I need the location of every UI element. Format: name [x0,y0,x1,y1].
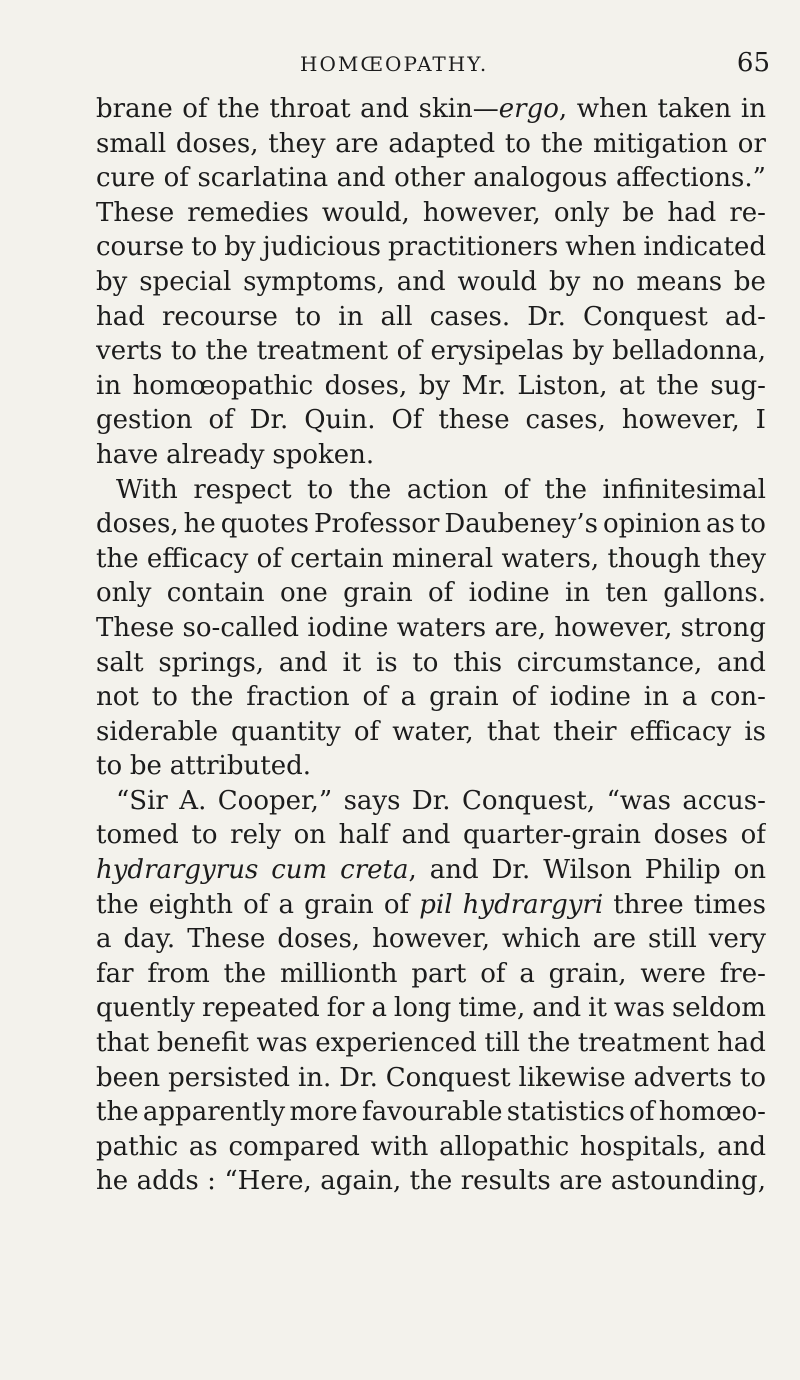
word: practitioners [388,232,559,263]
word: mineral [391,543,494,574]
word: iodine [549,682,631,713]
word: action [406,474,489,505]
word: grain [343,578,413,609]
word: of [362,682,388,713]
word: no [592,266,625,297]
word: of [428,578,454,609]
text-line [96,473,766,508]
word: millionth [280,958,398,989]
word: still [648,924,697,955]
word: to [739,509,766,540]
word: in [338,301,364,332]
word: this [453,647,503,678]
word: With [116,474,178,505]
text-line [96,334,766,369]
word: would, [321,197,410,228]
text-line [96,1061,766,1096]
word: and [717,647,766,678]
word: hydrargyrus [96,855,259,886]
text-line [96,646,766,681]
word: for [326,993,365,1024]
word: have [96,439,159,470]
word: the [96,1097,139,1128]
word: fraction [246,682,350,713]
word: it [588,993,607,1024]
text-line [96,611,766,646]
word: cases. [429,301,511,332]
word: adds [136,1166,199,1197]
word: and [396,266,446,297]
word: as [188,1131,218,1162]
word: Conquest [583,301,708,332]
text-line [96,542,766,577]
word: in [564,578,591,609]
word: to [170,336,197,367]
word: astounding, [610,1166,766,1197]
word: of [243,889,269,920]
word: had [667,197,717,228]
text-line [96,749,766,784]
word: ten [605,578,648,609]
word: of [208,405,234,436]
word: he [96,1166,129,1197]
word: on [733,855,766,886]
word: by [418,370,451,401]
text-line [96,300,766,335]
word: hydrargyri [462,889,604,920]
word: quotes [220,509,310,540]
word: they [708,543,766,574]
word: persisted [168,1062,291,1093]
word: times [693,889,766,920]
word: tomed [96,820,179,851]
word: doses [653,820,728,851]
word: when [565,232,637,263]
word: Quin. [304,405,376,436]
word: to [504,128,531,159]
word: quently [96,993,195,1024]
word: that [486,716,541,747]
word: ad- [724,301,766,332]
word: grain, [548,958,627,989]
word: indicated [643,232,766,263]
word: rely [230,820,281,851]
word: more [289,1097,358,1128]
word: when [576,94,648,124]
word: of [396,336,422,367]
word: long [393,993,452,1024]
word: efficacy [146,543,249,574]
word: Liston, [517,370,608,401]
word: gallons. [663,578,766,609]
word: to [151,682,178,713]
word: the [348,474,392,505]
word: quantity [231,716,341,747]
word: doses, [175,128,259,159]
word: seldom [671,993,766,1024]
word: hospitals, [579,1131,707,1162]
word: efficacy [629,716,732,747]
word: in. [297,1062,332,1093]
text-line [96,92,766,127]
word: of [163,163,189,194]
word: all [380,301,413,332]
word: and [360,94,410,124]
word: the [656,370,699,401]
text-line [96,991,766,1026]
word: of [740,820,766,851]
word: “Here, [224,1166,312,1197]
word: and [717,1131,766,1162]
text-line [96,161,766,196]
word: scarlatina [197,163,329,194]
text-line [96,715,766,750]
word: Dr. [527,301,566,332]
word: accus- [682,785,766,816]
word: remedies [187,197,309,228]
word: These [96,197,175,228]
word: of [503,474,529,505]
word: only [553,197,610,228]
word: the [409,1166,453,1197]
word: Mr. [461,370,506,401]
word: throat [269,94,351,124]
word: and [336,163,386,194]
word: again, [320,1166,402,1197]
word: the [217,94,260,124]
word: recourse [162,301,278,332]
page-number: 65 [736,48,770,78]
word: had [96,301,145,332]
word: which [502,924,581,955]
word: Cooper,” [217,785,333,816]
word: apparently [142,1097,286,1128]
word: Dr. [491,855,531,886]
word: though [607,543,701,574]
word: course [96,232,185,263]
text-line [96,196,766,231]
text-line [96,265,766,300]
word: be [129,751,162,782]
word: spoken. [272,439,375,470]
word: of [256,543,282,574]
word: to [96,751,123,782]
word: would [457,266,538,297]
text-line [96,784,766,819]
word: part [411,958,467,989]
word: by [96,266,128,297]
word: one [279,578,328,609]
word: homœopathic [132,370,314,401]
text-line [96,576,766,611]
word: to [412,647,439,678]
word: of [511,682,537,713]
word: be [622,197,655,228]
word: the [540,128,584,159]
word: with [370,1131,429,1162]
word: cases, [525,405,606,436]
word: the [205,336,249,367]
word: “Sir [116,785,168,816]
word: attributed. [169,751,312,782]
word: by [572,336,604,367]
word: results [460,1166,551,1197]
word: says [343,785,401,816]
word: homœo- [658,1097,766,1128]
text-line [96,438,766,473]
word: half [338,820,389,851]
word: Philip [644,855,721,886]
text-line [96,1130,766,1165]
word: compared [228,1131,360,1162]
text-line [96,1095,766,1130]
word: means [636,266,723,297]
word: likewise [518,1062,626,1093]
word: a [400,682,417,713]
word: contain [166,578,265,609]
word: waters [396,612,487,643]
word: their [553,716,617,747]
text-line [96,888,766,923]
text-line [96,403,766,438]
text-line [96,127,766,162]
word: in [643,682,669,713]
word: siderable [96,716,218,747]
word: sug- [710,370,766,401]
word: are, [494,612,547,643]
text-line [96,922,766,957]
word: of [182,94,208,124]
word: however, [372,924,491,955]
word: judicious [262,232,382,263]
word: of [353,716,380,747]
word: iodine [468,578,550,609]
word: three [613,889,684,920]
word: day. [123,924,176,955]
word: been [96,1062,161,1093]
text-line [96,853,766,888]
word: and [429,855,479,886]
text-line [96,957,766,992]
word: respect [193,474,292,505]
word: other [394,163,465,194]
word: certain [290,543,384,574]
word: doses, [277,924,361,955]
word: or [737,128,766,159]
word: special [139,266,232,297]
text-line [96,507,766,542]
word: is [744,716,766,747]
word: fre- [719,958,766,989]
word: “was [606,785,671,816]
word: they [268,128,326,159]
word: adapted [388,128,496,159]
word: the [527,1028,571,1059]
word: however, [554,612,673,643]
word: are [559,1166,603,1197]
word: skin—ergo, [418,94,568,124]
word: Conquest [385,1062,511,1093]
word: experienced [315,1028,477,1059]
text-line [96,1026,766,1061]
word: already [166,439,265,470]
word: of [383,889,410,920]
word: repeated [201,993,320,1024]
word: a [681,682,698,713]
word: doses, [96,509,179,540]
word: however, [422,197,541,228]
word: analogous [473,163,608,194]
word: waters, [501,543,600,574]
word: it [342,647,362,678]
word: pathic [96,1131,179,1162]
word: so-called [182,612,300,643]
word: however, [621,405,740,436]
word: is [375,647,398,678]
word: quarter-grain [462,820,641,851]
word: cure [96,163,156,194]
word: to [191,232,218,263]
word: be [733,266,766,297]
word: by [548,266,581,297]
text-line [96,1164,766,1199]
word: a [96,924,112,955]
body-text [96,92,766,1199]
word: grain [304,889,374,920]
word: Wilson [543,855,632,886]
word: Daubeney’s [444,509,598,540]
word: he [183,509,216,540]
word: iodine [307,612,389,643]
word: to [307,474,334,505]
word: re- [729,197,766,228]
word: the [223,958,267,989]
word: only [96,578,152,609]
word: salt [96,647,144,678]
word: taken [657,94,732,124]
word: treatment [256,336,389,367]
word: and [278,647,328,678]
word: opinion [602,509,702,540]
word: : [207,1166,216,1197]
word: Of [391,405,423,436]
word: a [278,889,295,920]
word: were [640,958,706,989]
word: Dr. [339,1062,378,1093]
word: strong [680,612,766,643]
word: of [480,958,506,989]
word: to [739,1062,766,1093]
word: statistics [506,1097,625,1128]
word: these [438,405,510,436]
word: benefit [156,1028,249,1059]
word: the [544,474,587,505]
word: cum [271,855,328,886]
word: far [96,958,134,989]
word: infinitesimal [602,474,766,505]
word: Dr. [249,405,289,436]
word: on [293,820,327,851]
word: eighth [148,889,233,920]
word: the [190,682,234,713]
word: These [187,924,266,955]
word: a [371,993,387,1024]
word: creta, [340,855,417,886]
word: Dr. [411,785,451,816]
word: pil [419,889,453,920]
word: doses, [324,370,408,401]
word: was [613,993,665,1024]
word: mitigation [593,128,729,159]
text-line [96,680,766,715]
text-line [96,369,766,404]
word: These [96,612,175,643]
word: in [96,370,122,401]
word: as [706,509,735,540]
word: Conquest, [462,785,596,816]
word: brane [96,94,173,124]
word: the [96,889,139,920]
word: A. [179,785,207,816]
word: affections.” [615,163,766,194]
word: in [740,94,766,124]
word: to [295,301,322,332]
word: are [592,924,637,955]
word: from [147,958,210,989]
text-line [96,818,766,853]
word: con- [710,682,766,713]
word: erysipelas [430,336,564,367]
word: and [401,820,451,851]
text-line [96,230,766,265]
running-title: HOMŒOPATHY. [300,52,489,76]
word: not [96,682,139,713]
word: was [256,1028,308,1059]
word: favourable [361,1097,503,1128]
word: and [532,993,582,1024]
word: to [191,820,218,851]
word: by [224,232,256,263]
word: are [335,128,379,159]
word: gestion [96,405,193,436]
word: till [484,1028,520,1059]
word: belladonna, [612,336,766,367]
word: at [618,370,645,401]
page-header [150,48,790,86]
word: allopathic [439,1131,570,1162]
word: adverts [633,1062,732,1093]
word: I [755,405,766,436]
word: treatment [577,1028,710,1059]
word: springs, [158,647,265,678]
word: symptoms, [243,266,385,297]
word: grain [429,682,499,713]
word: that [96,1028,150,1059]
word: time, [458,993,526,1024]
word: the [96,543,139,574]
word: small [96,128,167,159]
word: Professor [314,509,440,540]
word: water, [392,716,474,747]
word: had [717,1028,766,1059]
word: a [519,958,535,989]
word: verts [96,336,163,367]
word: of [629,1097,655,1128]
word: circumstance, [516,647,703,678]
word: very [708,924,766,955]
